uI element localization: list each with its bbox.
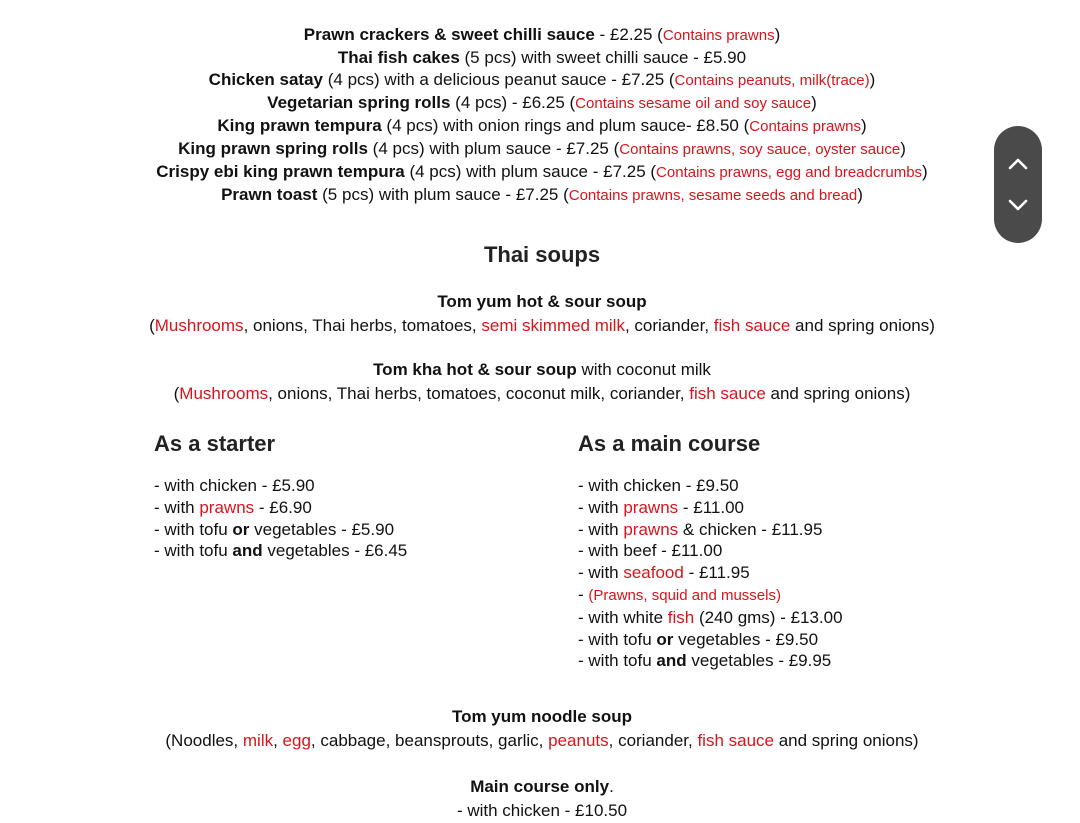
chevron-up-icon (1007, 157, 1029, 171)
price-list-item: - with beef - £11.00 (578, 541, 723, 561)
price-list-item: - with white fish (240 gms) - £13.00 (578, 607, 843, 627)
starter-item-name: Prawn crackers & sweet chilli sauce (303, 25, 595, 44)
starter-item: Vegetarian spring rolls (4 pcs) - £6.25 (Contains sesame oil and soy sauce) (267, 93, 817, 112)
starter-item: Chicken satay (4 pcs) with a delicious peanut sauce - £7.25 (Contains peanuts, milk(trace)) (208, 70, 876, 89)
scroll-widget (994, 126, 1042, 243)
price-list-item: - with chicken - £5.90 (154, 476, 315, 495)
tom-kha-ingredients: (Mushrooms, onions, Thai herbs, tomatoes, coconut milk, coriander, fish sauce and spring onions) (173, 384, 911, 403)
starter-item-name: Vegetarian spring rolls (267, 93, 451, 112)
price-list-item: - with prawns - £6.90 (154, 497, 312, 517)
price-list-item: - with tofu or vegetables - £9.50 (578, 629, 819, 649)
price-list-item: - with seafood - £11.95 (578, 563, 750, 583)
allergen-note: Contains prawns (749, 118, 861, 135)
starter-item-name: King prawn spring rolls (178, 139, 368, 158)
allergen-note: Contains prawns (662, 27, 775, 44)
tom-yum-title: Tom yum hot & sour soup (437, 292, 647, 311)
starter-item: King prawn tempura (4 pcs) with onion rings and plum sauce- £8.50 (Contains prawns) (217, 116, 867, 135)
starter-item: Prawn crackers & sweet chilli sauce - £2.25 (Contains prawns) (303, 25, 781, 44)
starter-item-details: (4 pcs) with plum sauce - £7.25 ( (367, 139, 620, 158)
allergen-word: prawns (199, 497, 255, 517)
scroll-down-button[interactable] (994, 185, 1042, 225)
chevron-down-icon (1007, 198, 1029, 212)
allergen-note: Contains sesame oil and soy sauce (575, 95, 812, 112)
allergen-note: Contains prawns, egg and breadcrumbs (656, 164, 923, 181)
price-list-item: - with tofu and vegetables - £9.95 (578, 651, 832, 671)
price-list-item: - with chicken - £9.50 (578, 476, 739, 495)
main-course-heading: As a main course (578, 431, 761, 456)
main-only-title: Main course only (470, 777, 610, 796)
starter-item: Crispy ebi king prawn tempura (4 pcs) with plum sauce - £7.25 (Contains prawns, egg and breadcrumbs) (156, 162, 928, 181)
starter-column (154, 431, 407, 562)
allergen-word: prawns (623, 497, 679, 517)
starter-item-details: (4 pcs) with a delicious peanut sauce - £7.25 ( (323, 70, 675, 89)
allergen-word: fish (667, 607, 695, 627)
price-list-item: - (Prawns, squid and mussels) (578, 584, 781, 604)
allergen-note: Contains prawns, soy sauce, oyster sauce (619, 141, 901, 158)
starter-item-details: (4 pcs) with onion rings and plum sauce- £8.50 ( (381, 116, 750, 135)
allergen-note: (Prawns, squid and mussels) (588, 586, 781, 604)
starter-item-details: - £2.25 ( (594, 25, 663, 44)
starter-item-details: (5 pcs) with sweet chilli sauce - £5.90 (459, 48, 747, 67)
tom-kha-title: Tom kha hot & sour soup (373, 360, 577, 379)
section-heading-thai-soups: Thai soups (483, 242, 601, 267)
starter-item-details: (4 pcs) with plum sauce - £7.25 ( (404, 162, 657, 181)
starter-heading: As a starter (154, 431, 276, 456)
tom-yum-noodle-block (0, 705, 1080, 753)
tom-yum-ingredients: (Mushrooms, onions, Thai herbs, tomatoes, semi skimmed milk, coriander, fish sauce and spring onions) (149, 316, 935, 335)
scroll-up-button[interactable] (994, 144, 1042, 184)
starter-item-name: Thai fish cakes (337, 48, 460, 67)
price-list-item: - with prawns - £11.00 (578, 497, 744, 517)
allergen-word: prawns (623, 519, 679, 539)
starter-item-details: (5 pcs) with plum sauce - £7.25 ( (317, 185, 569, 204)
main-course-price-list (578, 475, 843, 672)
starter-item-name: Prawn toast (221, 185, 318, 204)
tom-yum-block (0, 290, 1080, 338)
starter-item: Prawn toast (5 pcs) with plum sauce - £7.25 (Contains prawns, sesame seeds and bread) (221, 185, 863, 204)
price-list-item: - with prawns & chicken - £11.95 (578, 519, 823, 539)
noodle-ingredients: (Noodles, milk, egg, cabbage, beansprouts, garlic, peanuts, coriander, fish sauce and spring onions) (165, 731, 919, 750)
starter-item-name: Crispy ebi king prawn tempura (156, 162, 405, 181)
price-list-item: - with tofu or vegetables - £5.90 (154, 519, 395, 539)
main-only-first-item: - with chicken - £10.50 (456, 801, 628, 820)
noodle-title: Tom yum noodle soup (451, 707, 633, 726)
starter-item-name: Chicken satay (208, 70, 324, 89)
main-course-column (578, 431, 843, 672)
starter-item (0, 47, 1080, 69)
allergen-word: seafood (623, 563, 684, 583)
starters-list (0, 24, 1080, 207)
tom-kha-block: Tom kha hot & sour soup with coconut milk (Mushrooms, onions, Thai herbs, tomatoes, coconut milk, coriander, fish sauce and spring onions) (0, 358, 1080, 406)
allergen-note: Contains peanuts, milk(trace) (674, 72, 870, 89)
allergen-note: Contains prawns, sesame seeds and bread (568, 187, 858, 204)
starter-item-details: (4 pcs) - £6.25 ( (450, 93, 576, 112)
starter-item-name: King prawn tempura (217, 116, 382, 135)
price-list-item: - with tofu and vegetables - £6.45 (154, 541, 408, 561)
starter-price-list (154, 475, 407, 562)
main-course-only-block: Main course only. - with chicken - £10.50 (0, 775, 1080, 823)
starter-item: King prawn spring rolls (4 pcs) with plum sauce - £7.25 (Contains prawns, soy sauce, oyster sauce) (178, 139, 906, 158)
